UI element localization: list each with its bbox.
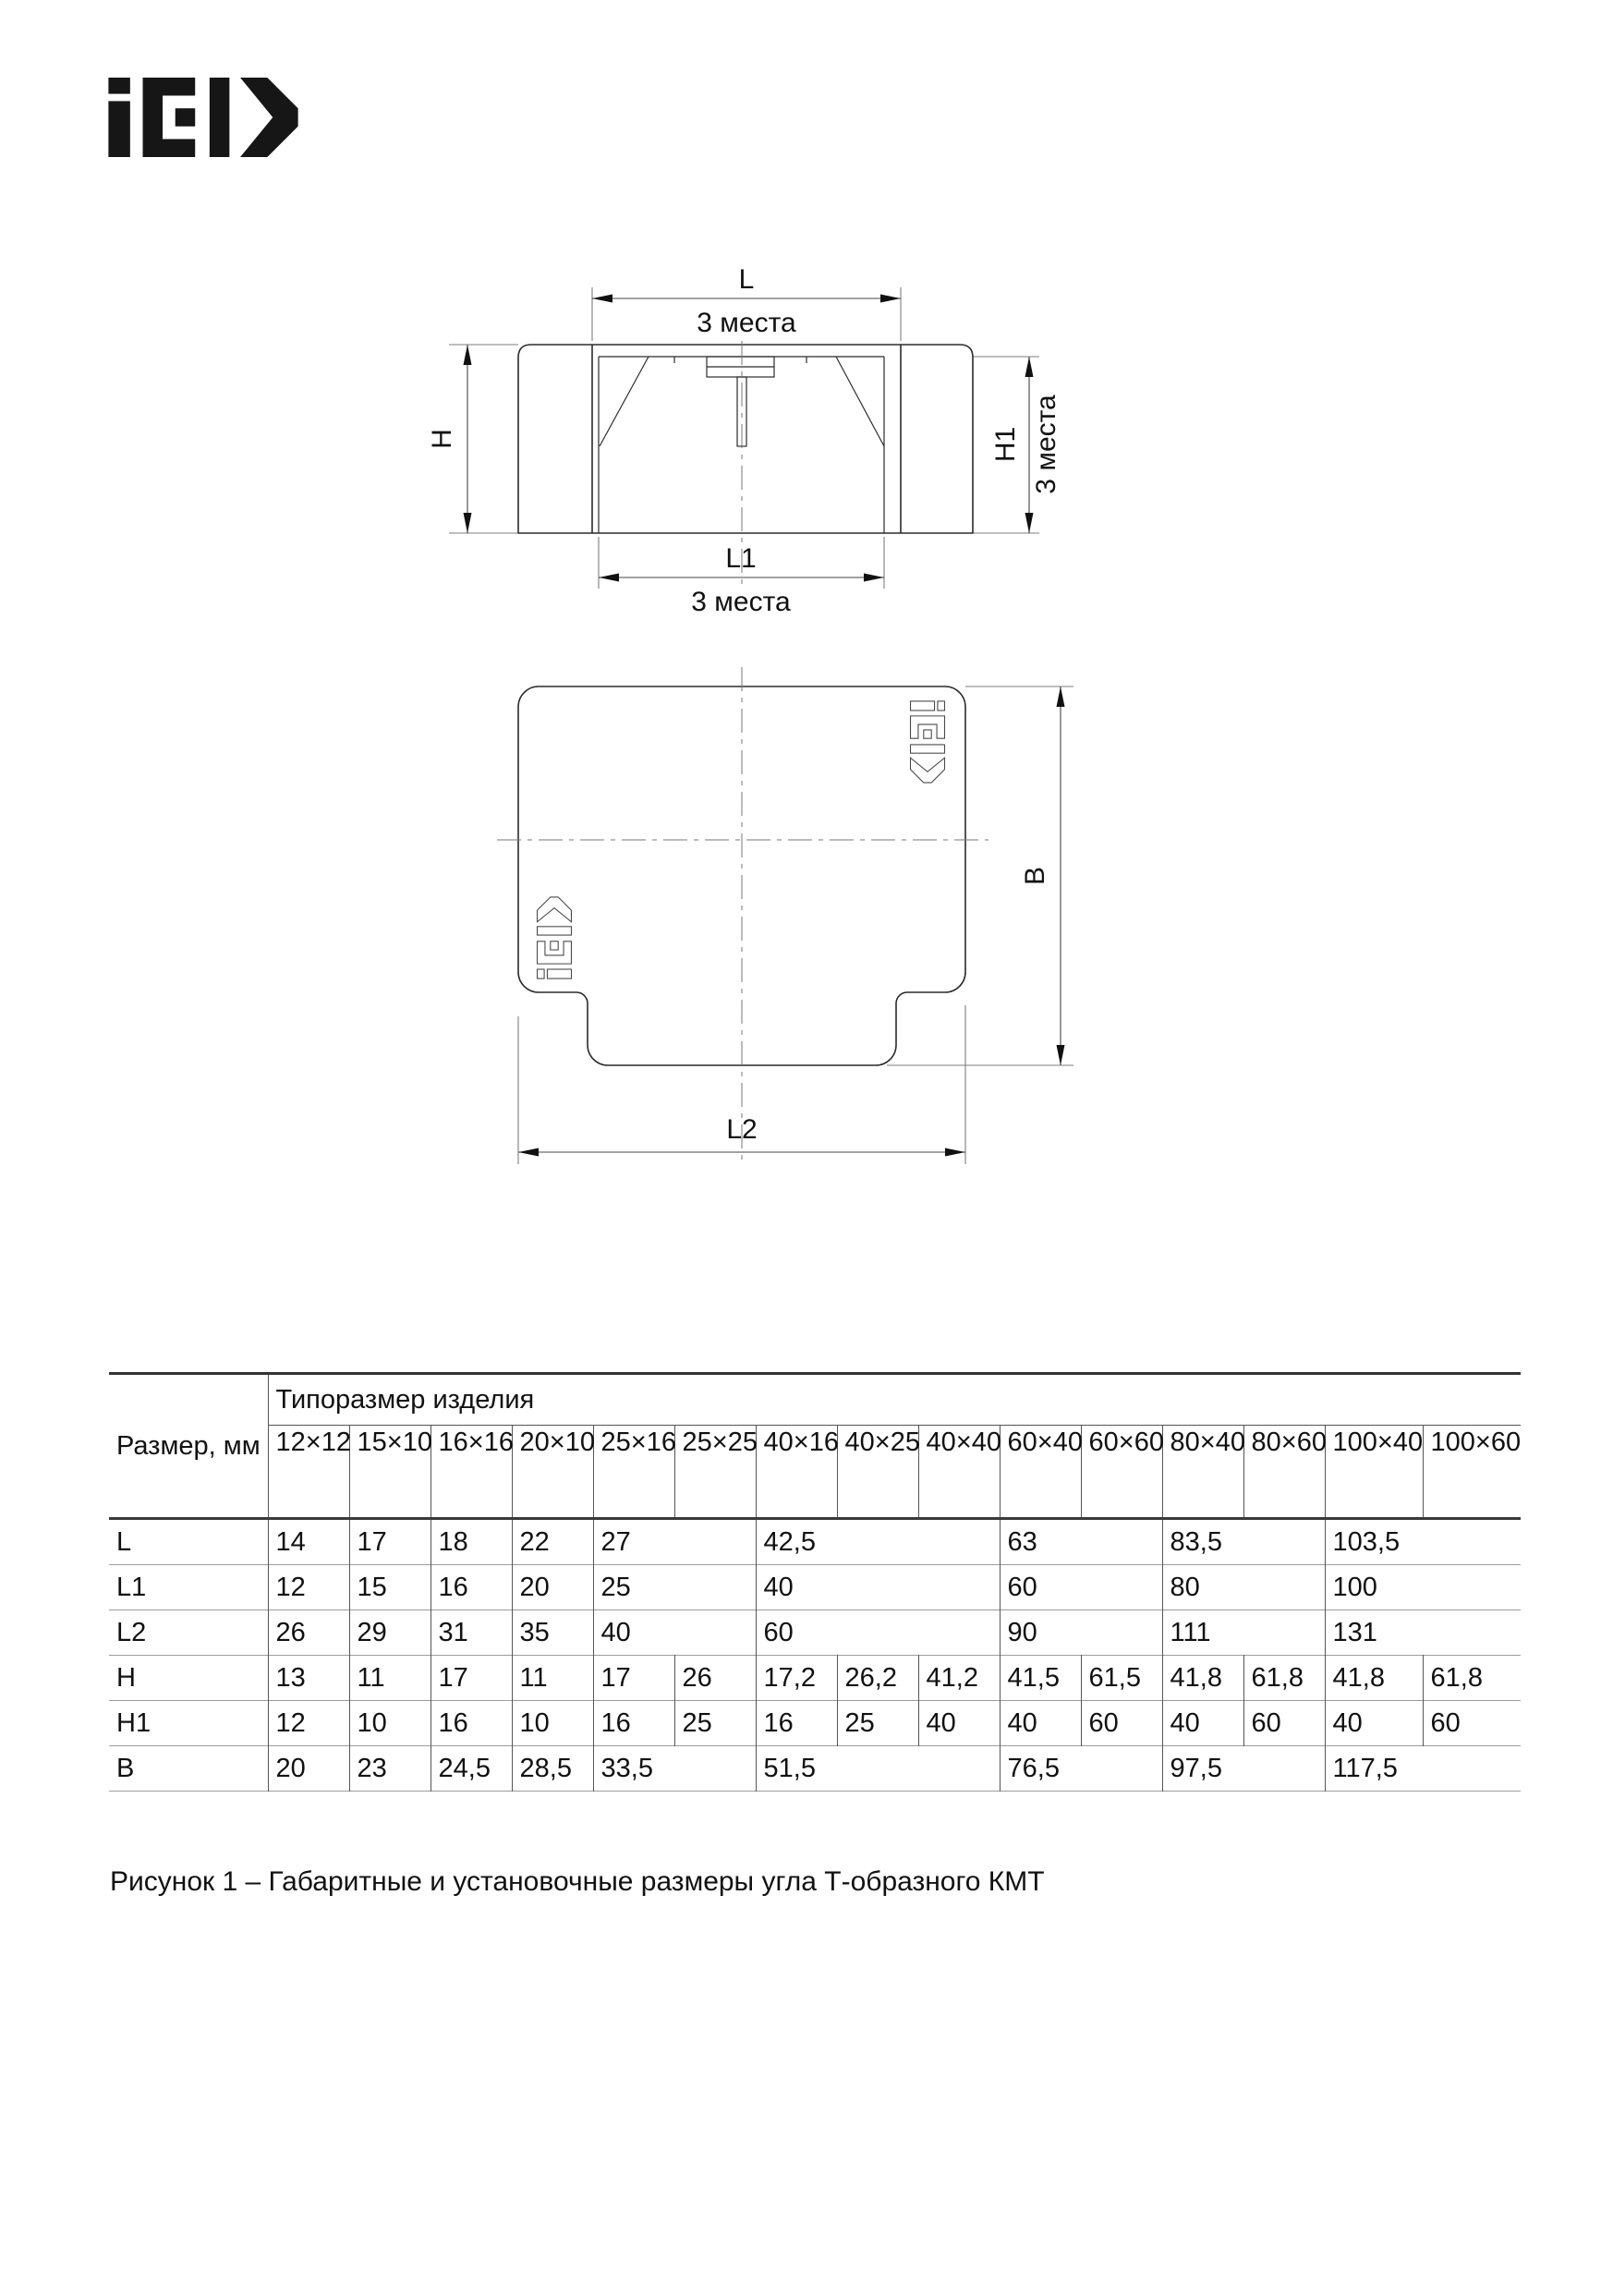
dimension-cell: 40 xyxy=(1325,1701,1423,1746)
size-column-header: 40×40 xyxy=(918,1426,1000,1519)
front-dim-h1-label: H1 xyxy=(990,426,1021,463)
size-column-header: 25×16 xyxy=(593,1426,674,1519)
table-row xyxy=(109,1746,1521,1792)
dimension-cell: 25 xyxy=(837,1701,918,1746)
table-row xyxy=(109,1701,1521,1746)
front-dim-l1-label: L1 xyxy=(725,543,757,574)
dimension-cell: 12 xyxy=(268,1701,349,1746)
dimension-cell: 26 xyxy=(268,1610,349,1656)
dimension-cell: 61,8 xyxy=(1423,1656,1521,1701)
dimension-cell: 97,5 xyxy=(1162,1746,1325,1792)
row-label: H1 xyxy=(109,1701,268,1746)
dimension-cell: 17 xyxy=(349,1519,431,1565)
iek-logo xyxy=(106,78,300,157)
dimension-cell: 103,5 xyxy=(1325,1519,1521,1565)
dimension-cell: 10 xyxy=(349,1701,431,1746)
front-dim-h1-note: 3 места xyxy=(1031,395,1061,494)
dimension-cell: 12 xyxy=(268,1565,349,1610)
top-dim-b-label: B xyxy=(1020,866,1050,886)
dimension-cell: 61,8 xyxy=(1243,1656,1325,1701)
dimensions-table xyxy=(109,1372,1521,1792)
table-corner-header: Размер, мм xyxy=(109,1374,268,1519)
dimension-cell: 76,5 xyxy=(1000,1746,1162,1792)
table-row xyxy=(109,1610,1521,1656)
dimension-cell: 90 xyxy=(1000,1610,1162,1656)
size-column-header: 15×10 xyxy=(349,1426,431,1519)
dimension-cell: 60 xyxy=(756,1610,1000,1656)
dimension-cell: 42,5 xyxy=(756,1519,1000,1565)
front-dim-l-note: 3 места xyxy=(697,308,796,338)
dimension-cell: 13 xyxy=(268,1656,349,1701)
table-sizes-row xyxy=(109,1426,1521,1519)
size-column-header: 60×40 xyxy=(1000,1426,1081,1519)
row-label: L xyxy=(109,1519,268,1565)
figure-front-view xyxy=(397,263,1099,624)
top-dim-l2-label: L2 xyxy=(726,1114,758,1145)
dimension-cell: 31 xyxy=(431,1610,512,1656)
table-row xyxy=(109,1519,1521,1565)
dimension-cell: 63 xyxy=(1000,1519,1162,1565)
figure-top-view xyxy=(425,665,1099,1183)
table-row xyxy=(109,1656,1521,1701)
front-dim-l-label: L xyxy=(738,264,755,295)
front-dim-h-label: H xyxy=(427,429,457,449)
table-header-row xyxy=(109,1374,1521,1426)
dimension-cell: 17,2 xyxy=(756,1656,837,1701)
dimension-cell: 22 xyxy=(512,1519,593,1565)
row-label: B xyxy=(109,1746,268,1792)
dimension-cell: 40 xyxy=(1162,1701,1243,1746)
dimension-cell: 20 xyxy=(268,1746,349,1792)
iek-logo-outline-right xyxy=(911,701,945,783)
dimension-cell: 24,5 xyxy=(431,1746,512,1792)
dimension-cell: 23 xyxy=(349,1746,431,1792)
dimension-cell: 41,8 xyxy=(1162,1656,1243,1701)
dimension-cell: 60 xyxy=(1243,1701,1325,1746)
dimension-cell: 25 xyxy=(674,1701,756,1746)
dimension-cell: 41,8 xyxy=(1325,1656,1423,1701)
dimension-cell: 61,5 xyxy=(1081,1656,1162,1701)
dimension-cell: 17 xyxy=(431,1656,512,1701)
dimension-cell: 83,5 xyxy=(1162,1519,1325,1565)
dimension-cell: 16 xyxy=(431,1701,512,1746)
dimension-cell: 18 xyxy=(431,1519,512,1565)
dimension-cell: 28,5 xyxy=(512,1746,593,1792)
dimension-cell: 60 xyxy=(1081,1701,1162,1746)
dimension-cell: 20 xyxy=(512,1565,593,1610)
dimension-cell: 40 xyxy=(918,1701,1000,1746)
size-column-header: 20×10 xyxy=(512,1426,593,1519)
dimension-cell: 10 xyxy=(512,1701,593,1746)
dimension-cell: 100 xyxy=(1325,1565,1521,1610)
dimension-cell: 27 xyxy=(593,1519,756,1565)
row-label: L1 xyxy=(109,1565,268,1610)
size-column-header: 60×60 xyxy=(1081,1426,1162,1519)
dimension-cell: 40 xyxy=(1000,1701,1081,1746)
size-column-header: 80×60 xyxy=(1243,1426,1325,1519)
size-column-header: 16×16 xyxy=(431,1426,512,1519)
dimension-cell: 40 xyxy=(593,1610,756,1656)
dimension-cell: 14 xyxy=(268,1519,349,1565)
table-row xyxy=(109,1565,1521,1610)
dimension-cell: 11 xyxy=(512,1656,593,1701)
dimension-cell: 26 xyxy=(674,1656,756,1701)
dimension-cell: 16 xyxy=(593,1701,674,1746)
dimension-cell: 15 xyxy=(349,1565,431,1610)
dimension-cell: 40 xyxy=(756,1565,1000,1610)
dimension-cell: 60 xyxy=(1423,1701,1521,1746)
dimension-cell: 35 xyxy=(512,1610,593,1656)
dimension-cell: 26,2 xyxy=(837,1656,918,1701)
row-label: H xyxy=(109,1656,268,1701)
dimension-cell: 16 xyxy=(756,1701,837,1746)
dimension-cell: 131 xyxy=(1325,1610,1521,1656)
dimension-cell: 60 xyxy=(1000,1565,1162,1610)
iek-logo-outline-left xyxy=(538,897,572,978)
dimension-cell: 111 xyxy=(1162,1610,1325,1656)
dimension-cell: 29 xyxy=(349,1610,431,1656)
figure-caption: Рисунок 1 – Габаритные и установочные размеры угла Т-образного КМТ xyxy=(110,1866,1045,1897)
size-column-header: 25×25 xyxy=(674,1426,756,1519)
dimension-cell: 80 xyxy=(1162,1565,1325,1610)
dimension-cell: 33,5 xyxy=(593,1746,756,1792)
dimension-cell: 25 xyxy=(593,1565,756,1610)
table-group-header: Типоразмер изделия xyxy=(268,1374,1521,1426)
front-dim-l1-note: 3 места xyxy=(691,587,791,617)
dimension-cell: 51,5 xyxy=(756,1746,1000,1792)
size-column-header: 100×40 xyxy=(1325,1426,1423,1519)
size-column-header: 100×60 xyxy=(1423,1426,1521,1519)
dimension-cell: 41,5 xyxy=(1000,1656,1081,1701)
dimension-cell: 17 xyxy=(593,1656,674,1701)
row-label: L2 xyxy=(109,1610,268,1656)
size-column-header: 40×16 xyxy=(756,1426,837,1519)
size-column-header: 80×40 xyxy=(1162,1426,1243,1519)
dimension-cell: 16 xyxy=(431,1565,512,1610)
size-column-header: 12×12 xyxy=(268,1426,349,1519)
size-column-header: 40×25 xyxy=(837,1426,918,1519)
dimension-cell: 41,2 xyxy=(918,1656,1000,1701)
dimension-cell: 117,5 xyxy=(1325,1746,1521,1792)
dimension-cell: 11 xyxy=(349,1656,431,1701)
